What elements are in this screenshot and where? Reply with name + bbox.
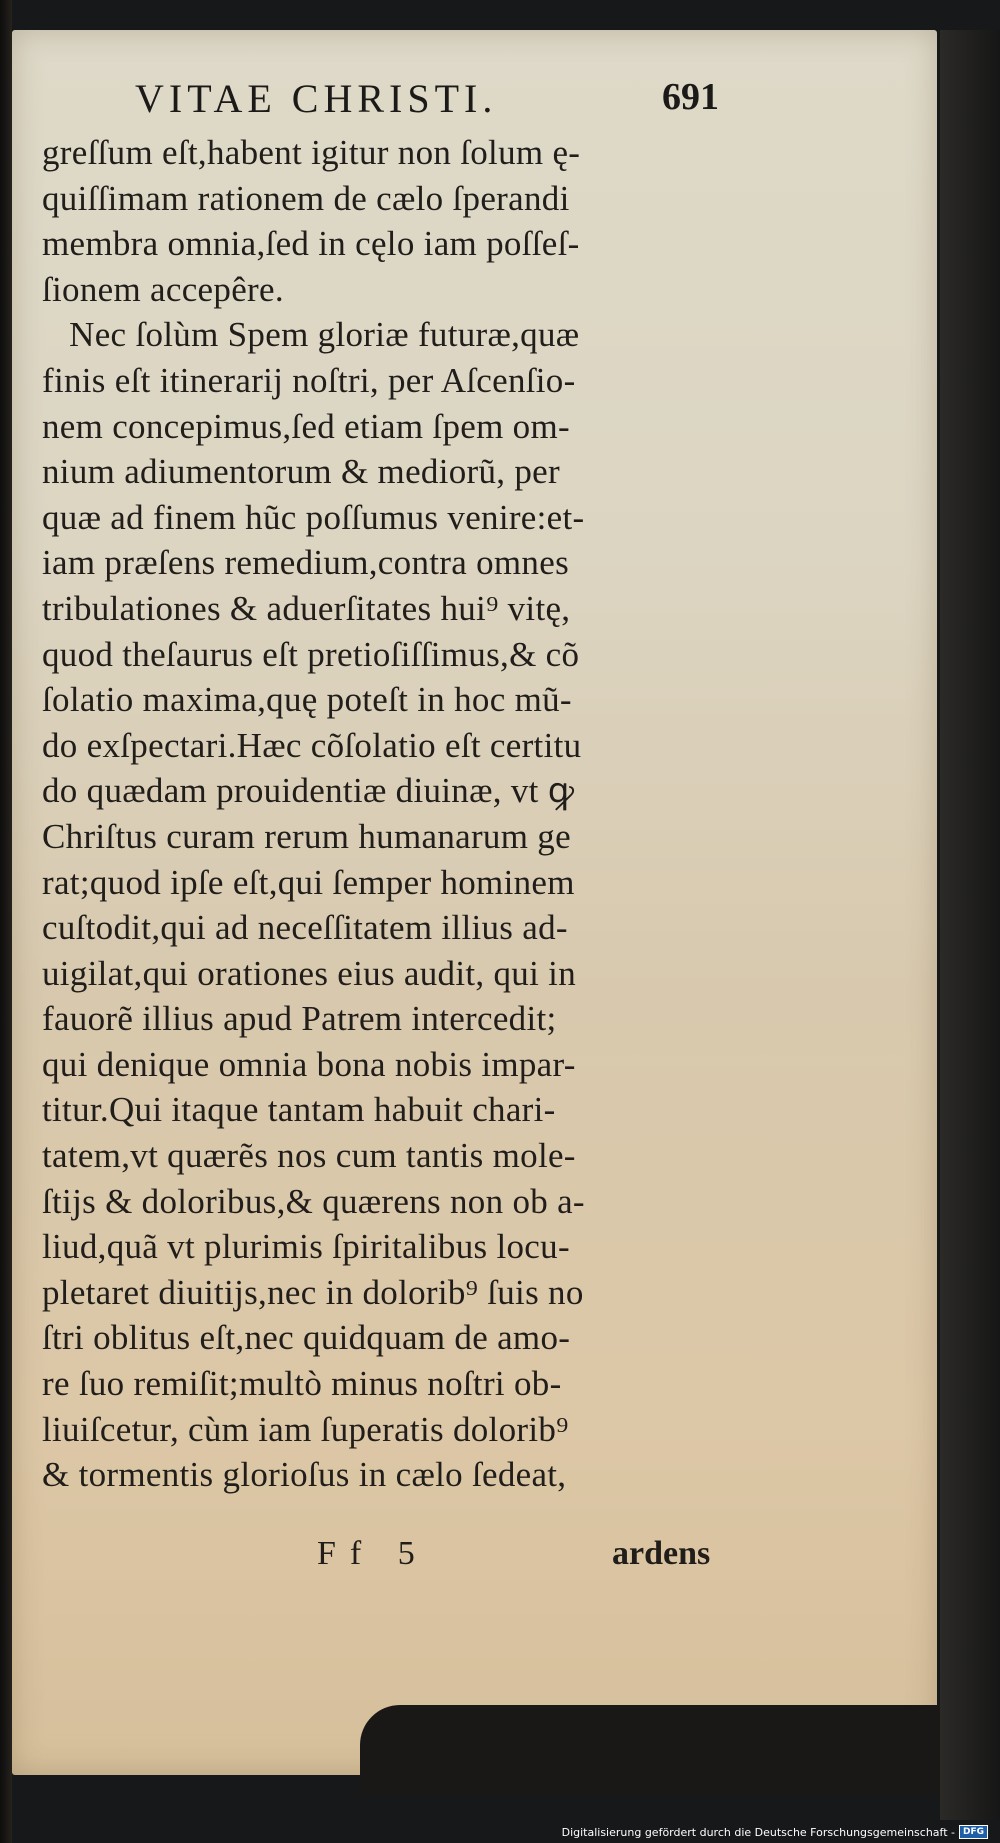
text-line: re ſuo remiſit;multò minus noſtri ob- [42, 1364, 562, 1404]
text-line: titur.Qui itaque tantam habuit chari- [42, 1090, 556, 1130]
text-line: nem concepimus,ſed etiam ſpem om- [42, 406, 570, 446]
text-line: ſtri oblitus eſt,nec quidquam de amo- [42, 1318, 571, 1358]
text-line: uigilat,qui orationes eius audit, qui in [42, 953, 577, 993]
text-line: ſtijs & doloribus,& quærens non ob a- [42, 1181, 585, 1221]
text-line: liuiſcetur, cùm iam ſuperatis dolorib⁹ [42, 1409, 569, 1449]
text-line: greſſum eſt,habent igitur non ſolum ę- [42, 133, 581, 172]
text-line: quod theſaurus eſt pretioſiſſimus,& cõ [42, 634, 580, 674]
book-binding [0, 0, 12, 1843]
page-footer [42, 1535, 742, 1585]
page-number: 691 [662, 76, 719, 118]
text-line: & tormentis glorioſus in cælo ſedeat, [42, 1455, 567, 1495]
text-line: rat;quod ipſe eſt,qui ſemper hominem [42, 862, 575, 902]
text-line: tribulationes & aduerſitates hui⁹ vitę, [42, 588, 571, 628]
body-text [42, 130, 742, 1498]
text-line: tatem,vt quærẽs nos cum tantis mole- [42, 1136, 576, 1176]
page-edge [940, 30, 1000, 1820]
text-line: liud,quã vt plurimis ſpiritalibus locu- [42, 1227, 570, 1267]
text-line: quæ ad finem hũc poſſumus venire:et- [42, 497, 585, 537]
signature-mark: Ff 5 [317, 1535, 429, 1572]
catchword: ardens [612, 1535, 711, 1572]
text-line: cuſtodit,qui ad neceſſitatem illius ad- [42, 908, 568, 948]
text-line: ſolatio maxima,quę poteſt in hoc mũ- [42, 680, 572, 720]
text-line: do quædam prouidentiæ diuinæ, vt ꝙ [42, 771, 575, 811]
page-tear [360, 1705, 940, 1795]
text-line: Nec ſolùm Spem gloriæ futuræ,quæ [42, 315, 580, 355]
text-line: Chriſtus curam rerum humanarum ge [42, 816, 571, 856]
book-page [12, 30, 937, 1775]
text-line: qui denique omnia bona nobis impar- [42, 1044, 576, 1084]
text-line: nium adiumentorum & mediorũ, per [42, 452, 560, 492]
text-line: iam præſens remedium,contra omnes [42, 543, 569, 583]
dfg-logo-icon: DFG [959, 1825, 988, 1839]
text-line: membra omnia,ſed in cęlo iam poſſeſ- [42, 224, 580, 264]
credit-text: Digitalisierung gefördert durch die Deutsche Forschungsgemeinschaft - [561, 1825, 955, 1839]
running-head: VITAE CHRISTI. [135, 76, 498, 121]
text-line: quiſſimam rationem de cælo ſperandi [42, 178, 570, 218]
text-line: finis eſt itinerarij noſtri, per Aſcenſio- [42, 360, 576, 400]
text-line: do exſpectari.Hæc cõſolatio eſt certitu [42, 725, 582, 765]
text-line: ſionem accepêre. [42, 269, 284, 309]
text-line: fauorẽ illius apud Patrem intercedit; [42, 999, 557, 1039]
text-line: pletaret diuitijs,nec in dolorib⁹ ſuis no [42, 1272, 584, 1312]
digitization-credit [562, 1825, 988, 1839]
